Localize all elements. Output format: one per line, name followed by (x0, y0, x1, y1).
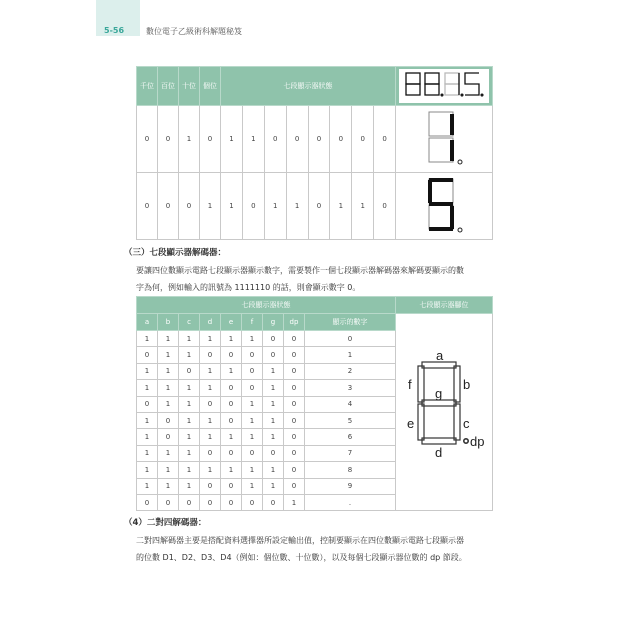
cell: 1 (158, 331, 179, 347)
paragraph-line: 字為何，例如輸入的訊號為 1111110 的話，則會顯示數字 0。 (136, 283, 361, 292)
cell: 1 (158, 396, 179, 412)
cell: 1 (179, 429, 200, 445)
cell: 0 (137, 396, 158, 412)
cell: 1 (200, 380, 221, 396)
cell-segment: 1 (352, 173, 374, 240)
section-4-heading: （4）二對四解碼器： (124, 518, 207, 528)
cell: 0 (200, 494, 221, 510)
cell-tens: 1 (179, 106, 200, 173)
cell-display-number: 3 (305, 380, 396, 396)
cell: 1 (263, 380, 284, 396)
label-dp: dp (470, 434, 485, 449)
cell: 0 (284, 347, 305, 363)
col-display-number: 顯示的數字 (305, 314, 396, 331)
cell: 1 (179, 380, 200, 396)
cell: 0 (284, 331, 305, 347)
cell-segment: 0 (330, 106, 352, 173)
cell: 1 (158, 462, 179, 478)
cell-hundreds: 0 (158, 106, 179, 173)
col-b: b (158, 314, 179, 331)
cell: 1 (221, 363, 242, 379)
cell: 1 (200, 412, 221, 428)
cell-display-number: 6 (305, 429, 396, 445)
table-row (137, 106, 493, 173)
col-tens: 十位 (179, 67, 200, 106)
book-title: 數位電子乙級術科解題秘笈 (146, 27, 242, 36)
cell-ones: 1 (200, 173, 221, 240)
seven-segment-digit-5-icon (419, 175, 469, 235)
cell-display-number: 1 (305, 347, 396, 363)
cell: 1 (242, 412, 263, 428)
cell-ones: 0 (200, 106, 221, 173)
cell: 0 (137, 347, 158, 363)
cell-display-number: . (305, 494, 396, 510)
cell: 1 (158, 380, 179, 396)
cell: 0 (284, 380, 305, 396)
section-4-paragraph (136, 532, 506, 566)
cell: 0 (137, 494, 158, 510)
cell: 1 (158, 347, 179, 363)
cell-segment: 0 (286, 106, 308, 173)
cell: 1 (179, 396, 200, 412)
cell: 0 (242, 347, 263, 363)
cell: 1 (137, 462, 158, 478)
cell-segment: 1 (242, 106, 264, 173)
cell: 1 (263, 429, 284, 445)
cell: 1 (242, 429, 263, 445)
cell: 0 (221, 445, 242, 461)
cell: 0 (221, 478, 242, 494)
section-3-heading: （三）七段顯示器解碼器： (124, 248, 227, 258)
label-c: c (463, 416, 470, 431)
cell: 1 (137, 478, 158, 494)
table-group-header-row (137, 297, 493, 314)
col-pin-position: 七段顯示器腳位 (396, 297, 493, 314)
cell: 0 (263, 347, 284, 363)
cell-segment: 0 (308, 173, 330, 240)
cell: 1 (200, 429, 221, 445)
cell: 1 (263, 412, 284, 428)
cell: 0 (179, 363, 200, 379)
cell: 1 (179, 347, 200, 363)
digit-state-table (136, 66, 493, 240)
cell: 0 (284, 429, 305, 445)
cell: 1 (200, 331, 221, 347)
cell: 0 (158, 429, 179, 445)
cell: 1 (137, 380, 158, 396)
cell: 1 (242, 462, 263, 478)
cell-segment: 1 (221, 106, 243, 173)
cell: 1 (263, 363, 284, 379)
cell: 1 (242, 478, 263, 494)
digit-display-1 (396, 106, 493, 173)
cell: 0 (221, 347, 242, 363)
cell: 1 (179, 478, 200, 494)
cell-thousands: 0 (137, 106, 158, 173)
cell-segment: 1 (221, 173, 243, 240)
cell: 0 (242, 445, 263, 461)
col-c: c (179, 314, 200, 331)
cell: 0 (284, 396, 305, 412)
col-group-segment-state: 七段顯示器狀態 (137, 297, 396, 314)
label-b: b (463, 377, 471, 392)
cell-display-number: 2 (305, 363, 396, 379)
cell: 0 (158, 412, 179, 428)
cell-display-number: 4 (305, 396, 396, 412)
cell: 1 (263, 462, 284, 478)
cell-hundreds: 0 (158, 173, 179, 240)
col-thousands: 千位 (137, 67, 158, 106)
cell: 1 (200, 363, 221, 379)
label-a: a (436, 348, 444, 363)
cell: 1 (263, 478, 284, 494)
cell: 1 (179, 331, 200, 347)
cell: 0 (284, 363, 305, 379)
cell: 0 (242, 494, 263, 510)
cell: 1 (137, 445, 158, 461)
cell: 1 (221, 429, 242, 445)
cell: 0 (200, 396, 221, 412)
cell-display-number: 9 (305, 478, 396, 494)
cell-display-number: 5 (305, 412, 396, 428)
cell: 1 (158, 478, 179, 494)
page-number: 5-56 (104, 26, 125, 35)
digit-display-5 (396, 173, 493, 240)
cell-display-number: 7 (305, 445, 396, 461)
cell: 1 (242, 396, 263, 412)
cell: 1 (137, 429, 158, 445)
header-display (396, 67, 493, 106)
cell-segment: 0 (264, 106, 286, 173)
section-3-paragraph (136, 262, 506, 296)
label-d: d (435, 445, 443, 460)
seven-segment-display-icon (399, 69, 489, 103)
cell: 1 (179, 412, 200, 428)
cell: 1 (242, 331, 263, 347)
paragraph-line: 二對四解碼器主要是搭配資料選擇器所設定輸出值，控制要顯示在四位數顯示電路七段顯示器 (136, 536, 464, 545)
cell: 0 (200, 445, 221, 461)
cell: 0 (221, 412, 242, 428)
cell: 0 (242, 380, 263, 396)
table-row (137, 173, 493, 240)
cell: 0 (284, 412, 305, 428)
cell: 1 (179, 445, 200, 461)
cell: 0 (179, 494, 200, 510)
cell: 1 (137, 331, 158, 347)
cell: 0 (284, 445, 305, 461)
table-header-row (137, 67, 493, 106)
cell-segment: 1 (264, 173, 286, 240)
seven-segment-pin-diagram-icon (396, 314, 492, 504)
cell: 0 (242, 363, 263, 379)
cell-segment: 1 (330, 173, 352, 240)
seven-segment-digit-1-icon (419, 108, 469, 168)
col-ones: 個位 (200, 67, 221, 106)
col-g: g (263, 314, 284, 331)
cell-tens: 0 (179, 173, 200, 240)
cell: 0 (284, 462, 305, 478)
cell-segment: 0 (374, 173, 396, 240)
cell: 1 (179, 462, 200, 478)
cell: 0 (284, 478, 305, 494)
cell-thousands: 0 (137, 173, 158, 240)
label-e: e (407, 416, 415, 431)
cell: 1 (284, 494, 305, 510)
col-hundreds: 百位 (158, 67, 179, 106)
paragraph-line: 要讓四位數顯示電路七段顯示器顯示數字，需要製作一個七段顯示器解碼器來解碼要顯示的數 (136, 266, 464, 275)
label-f: f (408, 377, 412, 392)
label-g: g (435, 386, 443, 401)
cell-segment: 0 (374, 106, 396, 173)
col-segment-state: 七段顯示器狀態 (221, 67, 396, 106)
cell-segment: 0 (242, 173, 264, 240)
cell-segment: 0 (352, 106, 374, 173)
decoder-truth-table (136, 296, 493, 511)
col-d: d (200, 314, 221, 331)
cell: 0 (221, 494, 242, 510)
cell: 0 (200, 478, 221, 494)
cell-display-number: 8 (305, 462, 396, 478)
paragraph-line: 的位數 D1、D2、D3、D4（例如：個位數、十位數），以及每個七段顯示器位數的 dp 節段。 (136, 553, 467, 562)
cell: 0 (221, 380, 242, 396)
cell: 0 (263, 331, 284, 347)
col-f: f (242, 314, 263, 331)
cell: 1 (221, 331, 242, 347)
col-e: e (221, 314, 242, 331)
segment-pin-diagram (396, 314, 493, 511)
cell: 1 (137, 363, 158, 379)
cell: 0 (221, 396, 242, 412)
cell: 1 (263, 396, 284, 412)
cell: 0 (158, 494, 179, 510)
cell: 1 (221, 462, 242, 478)
cell-display-number: 0 (305, 331, 396, 347)
cell: 1 (137, 412, 158, 428)
cell: 0 (200, 347, 221, 363)
cell-segment: 0 (308, 106, 330, 173)
cell: 1 (200, 462, 221, 478)
cell: 1 (158, 363, 179, 379)
cell-segment: 1 (286, 173, 308, 240)
table-header-row (137, 314, 493, 331)
cell: 1 (158, 445, 179, 461)
cell: 0 (263, 494, 284, 510)
cell: 0 (263, 445, 284, 461)
col-a: a (137, 314, 158, 331)
col-dp: dp (284, 314, 305, 331)
